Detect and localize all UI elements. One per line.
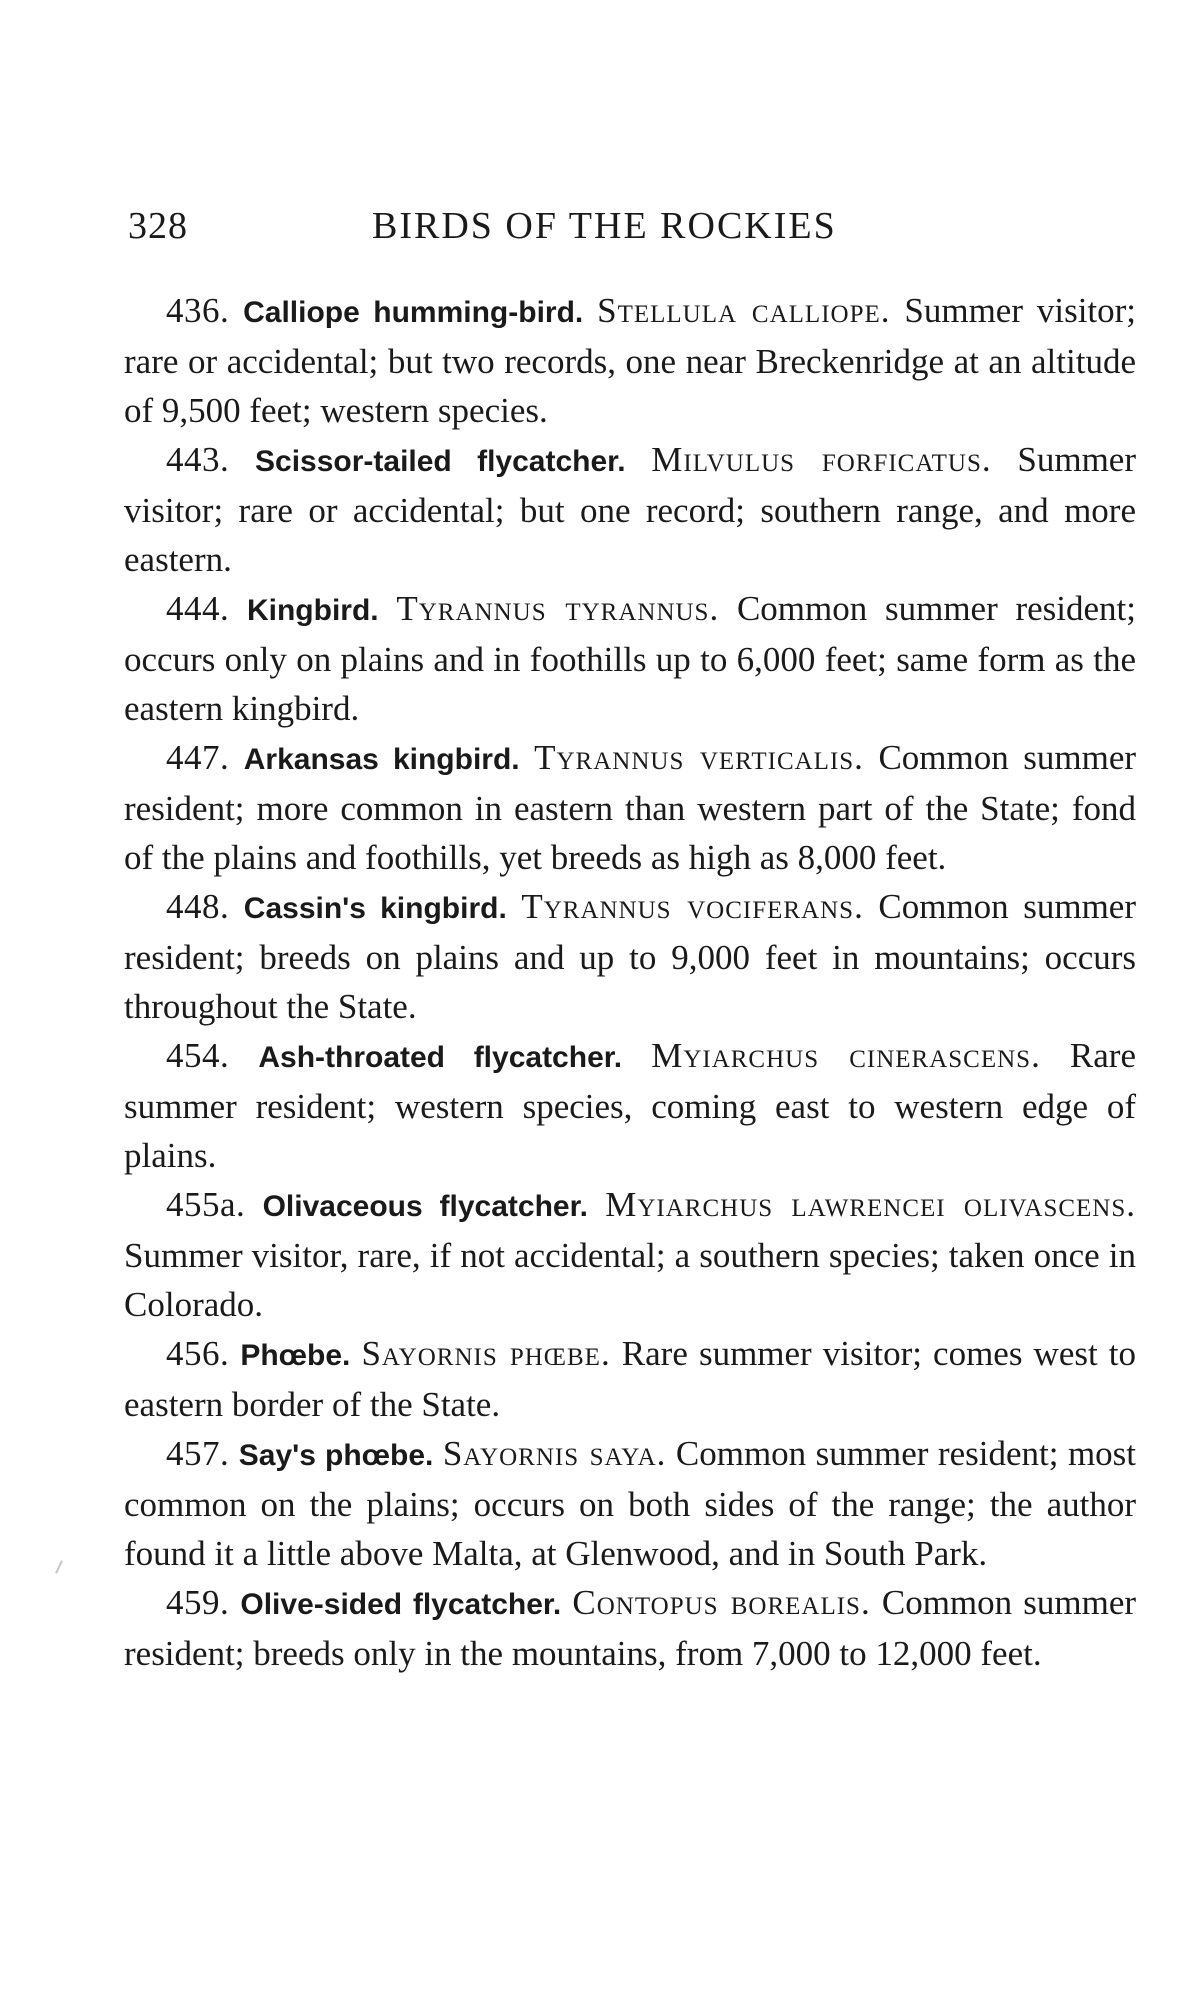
scientific-name: Stellula calliope. xyxy=(597,291,891,330)
scientific-name: Sayornis phœbe. xyxy=(361,1334,611,1373)
scientific-name: Milvulus forficatus. xyxy=(651,440,992,479)
common-name: Olivaceous flycatcher. xyxy=(262,1190,588,1223)
entry-number: 457. xyxy=(166,1434,230,1473)
entry-number: 444. xyxy=(166,589,230,628)
entry-text: Summer visitor; rare or accidental; but one record; southern range, and more eastern. xyxy=(124,440,1136,579)
entry-number: 448. xyxy=(166,887,230,926)
scientific-name: Contopus borealis. xyxy=(572,1583,871,1622)
entry-text: Common summer resident; occurs only on plains and in foothills up to 6,000 feet; same form as the eastern kingbird. xyxy=(124,589,1136,728)
scientific-name: Myiarchus cinerascens. xyxy=(651,1036,1041,1075)
species-entry xyxy=(124,1180,1136,1329)
common-name: Olive-sided flycatcher. xyxy=(240,1588,562,1621)
entry-number: 454. xyxy=(166,1036,230,1075)
entry-text: Common summer resident; breeds only in the mountains, from 7,000 to 12,000 feet. xyxy=(124,1583,1137,1673)
scientific-name: Tyrannus tyrannus. xyxy=(396,589,720,628)
entry-text: Rare summer resident; western species, coming east to western edge of plains. xyxy=(124,1036,1136,1175)
species-list xyxy=(124,286,1136,1678)
species-entry xyxy=(124,435,1136,584)
page-header xyxy=(124,204,1136,254)
entry-number: 459. xyxy=(166,1583,230,1622)
common-name: Phœbe. xyxy=(240,1339,351,1372)
entry-text: Common summer resident; most common on the plains; occurs on both sides of the range; the author found it a little above Malta, at Glenwood, and in South Park. xyxy=(124,1434,1137,1573)
entry-text: Summer visitor; rare or accidental; but two records, one near Breckenridge at an altitude of 9,500 feet; western species. xyxy=(124,291,1137,430)
species-entry xyxy=(124,733,1136,882)
common-name: Arkansas kingbird. xyxy=(243,743,520,776)
margin-pencil-mark xyxy=(55,1560,63,1574)
entry-number: 443. xyxy=(166,440,230,479)
entry-text: Common summer resident; breeds on plains and up to 9,000 feet in mountains; occurs throughout the State. xyxy=(124,887,1136,1026)
common-name: Calliope humming-bird. xyxy=(243,296,584,329)
species-entry xyxy=(124,1031,1136,1180)
entry-text: Rare summer visitor; comes west to eastern border of the State. xyxy=(124,1334,1137,1424)
entry-text: Common summer resident; more common in eastern than western part of the State; fond of the plains and foothills, yet breeds as high as 8,000 feet. xyxy=(124,738,1137,877)
entry-text: Summer visitor, rare, if not accidental; a southern species; taken once in Colorado. xyxy=(124,1236,1136,1324)
species-entry xyxy=(124,1429,1136,1578)
scientific-name: Tyrannus verticalis. xyxy=(534,738,864,777)
scientific-name: Myiarchus lawrencei olivascens. xyxy=(605,1185,1136,1224)
page-number: 328 xyxy=(128,205,188,247)
species-entry xyxy=(124,584,1136,733)
entry-number: 456. xyxy=(166,1334,230,1373)
common-name: Scissor-tailed flycatcher. xyxy=(255,445,626,478)
scientific-name: Tyrannus vociferans. xyxy=(521,887,864,926)
entry-number: 447. xyxy=(166,738,230,777)
common-name: Cassin's kingbird. xyxy=(243,892,507,925)
species-entry xyxy=(124,1329,1136,1429)
common-name: Say's phœbe. xyxy=(238,1439,434,1472)
species-entry xyxy=(124,882,1136,1031)
common-name: Kingbird. xyxy=(246,594,379,627)
common-name: Ash-throated flycatcher. xyxy=(258,1041,623,1074)
species-entry xyxy=(124,1578,1136,1678)
running-title: BIRDS OF THE ROCKIES xyxy=(372,205,837,247)
entry-number: 455a. xyxy=(166,1185,246,1224)
species-entry xyxy=(124,286,1136,435)
scientific-name: Sayornis saya. xyxy=(442,1434,667,1473)
entry-number: 436. xyxy=(166,291,230,330)
